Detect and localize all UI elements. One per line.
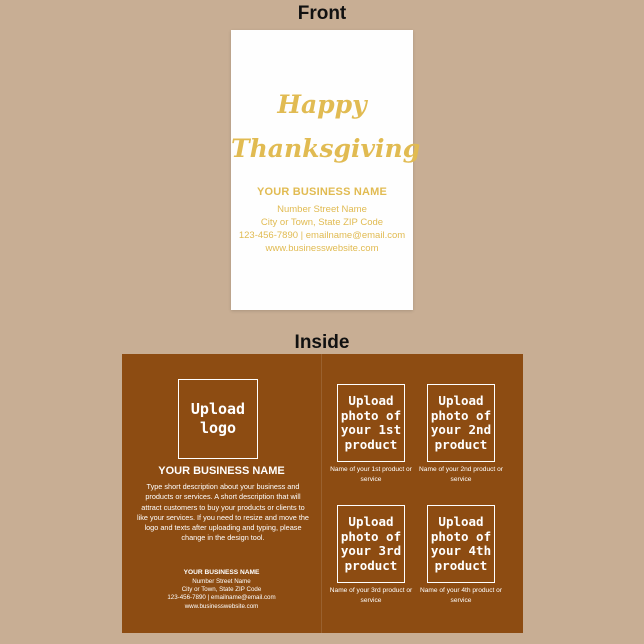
product-1-caption: Name of your 1st product or service — [330, 466, 412, 483]
front-section-label: Front — [297, 3, 347, 24]
product-3-upload-placeholder[interactable]: Upload photo of your 3rd product — [337, 505, 405, 583]
inside-section-label: Inside — [294, 332, 350, 353]
front-address-line-1: Number Street Name — [277, 204, 367, 215]
footer-address-line-2: City or Town, State ZIP Code — [181, 586, 262, 593]
front-website: www.businesswebsite.com — [265, 243, 379, 254]
footer-business-name: YOUR BUSINESS NAME — [183, 569, 260, 576]
product-1-upload-placeholder[interactable]: Upload photo of your 1st product — [337, 384, 405, 462]
logo-upload-placeholder[interactable]: Upload logo — [178, 379, 258, 459]
product-4-caption: Name of your 4th product or service — [419, 587, 503, 604]
footer-address-line-1: Number Street Name — [192, 578, 251, 585]
front-contact: 123-456-7890 | emailname@email.com — [238, 230, 406, 241]
inside-business-name: YOUR BUSINESS NAME — [158, 465, 285, 477]
front-address-line-2: City or Town, State ZIP Code — [260, 217, 384, 228]
product-2-caption: Name of your 2nd product or service — [419, 466, 503, 483]
greeting-line-1: Happy — [277, 90, 367, 119]
fold-line — [321, 354, 322, 633]
product-3-caption: Name of your 3rd product or service — [329, 587, 413, 604]
front-business-name: YOUR BUSINESS NAME — [256, 186, 388, 198]
footer-contact: 123-456-7890 | emailname@email.com — [167, 594, 276, 601]
front-card — [231, 30, 421, 310]
footer-website: www.businesswebsite.com — [184, 603, 259, 610]
business-description: Type short description about your business and products or services. A short description that will attract customers to buy your products or clients to like your services. If you need to resize and move the logo and texts after uploading and typing, please change in the design tool. — [137, 482, 309, 543]
product-2-upload-placeholder[interactable]: Upload photo of your 2nd product — [427, 384, 495, 462]
product-4-upload-placeholder[interactable]: Upload photo of your 4th product — [427, 505, 495, 583]
greeting-line-2: Thanksgiving — [231, 134, 421, 163]
inside-panel — [122, 354, 523, 633]
